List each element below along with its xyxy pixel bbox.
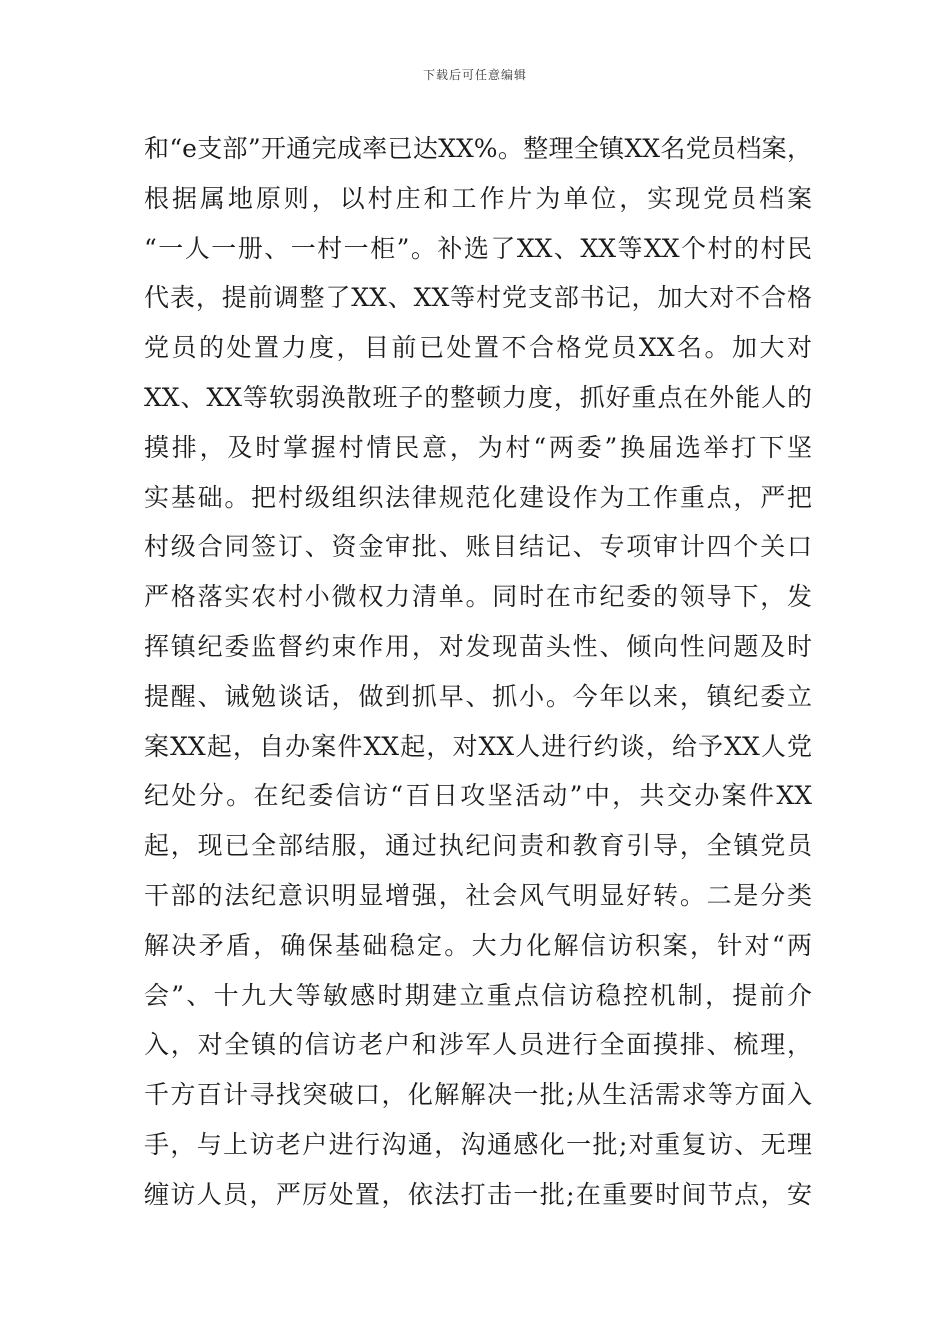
text-line: 村级合同签订、资金审批、账目结记、专项审计四个关口 [144, 532, 812, 562]
text-line: 入，对全镇的信访老户和涉军人员进行全面摸排、梳理， [144, 1030, 812, 1060]
text-line: 手，与上访老户进行沟通，沟通感化一批;对重复访、无理 [144, 1129, 812, 1159]
text-line: 干部的法纪意识明显增强，社会风气明显好转。二是分类 [144, 880, 812, 910]
text-line: 纪处分。在纪委信访“百日攻坚活动”中，共交办案件XX [144, 781, 812, 811]
text-line: 严格落实农村小微权力清单。同时在市纪委的领导下，发 [144, 582, 812, 612]
text-line: 摸排，及时掌握村情民意，为村“两委”换届选举打下坚 [144, 432, 812, 462]
page-header: 下载后可任意编辑 [422, 68, 527, 82]
text-line: 代表，提前调整了XX、XX等村党支部书记，加大对不合格 [144, 283, 812, 313]
text-line: 解决矛盾，确保基础稳定。大力化解信访积案，针对“两 [144, 930, 812, 960]
text-line: 挥镇纪委监督约束作用，对发现苗头性、倾向性问题及时 [144, 631, 812, 661]
text-line: 提醒、诫勉谈话，做到抓早、抓小。今年以来，镇纪委立 [144, 681, 812, 711]
text-line: 起，现已全部结服，通过执纪问责和教育引导，全镇党员 [144, 831, 812, 861]
document-body [144, 124, 812, 1220]
text-line: 实基础。把村级组织法律规范化建设作为工作重点，严把 [144, 482, 812, 512]
text-line: “一人一册、一村一柜”。补选了XX、XX等XX个村的村民 [144, 233, 812, 263]
text-line: XX、XX等软弱涣散班子的整顿力度，抓好重点在外能人的 [144, 382, 812, 412]
text-line: 党员的处置力度，目前已处置不合格党员XX名。加大对 [144, 333, 812, 363]
text-line: 根据属地原则，以村庄和工作片为单位，实现党员档案 [144, 183, 812, 213]
text-line: 会”、十九大等敏感时期建立重点信访稳控机制，提前介 [144, 980, 812, 1010]
text-line: 千方百计寻找突破口，化解解决一批;从生活需求等方面入 [144, 1080, 812, 1110]
text-line: 和“e支部”开通完成率已达XX%。整理全镇XX名党员档案， [144, 134, 812, 163]
text-line: 缠访人员，严厉处置，依法打击一批;在重要时间节点，安 [144, 1179, 812, 1209]
text-line: 案XX起，自办案件XX起，对XX人进行约谈，给予XX人党 [144, 731, 812, 761]
